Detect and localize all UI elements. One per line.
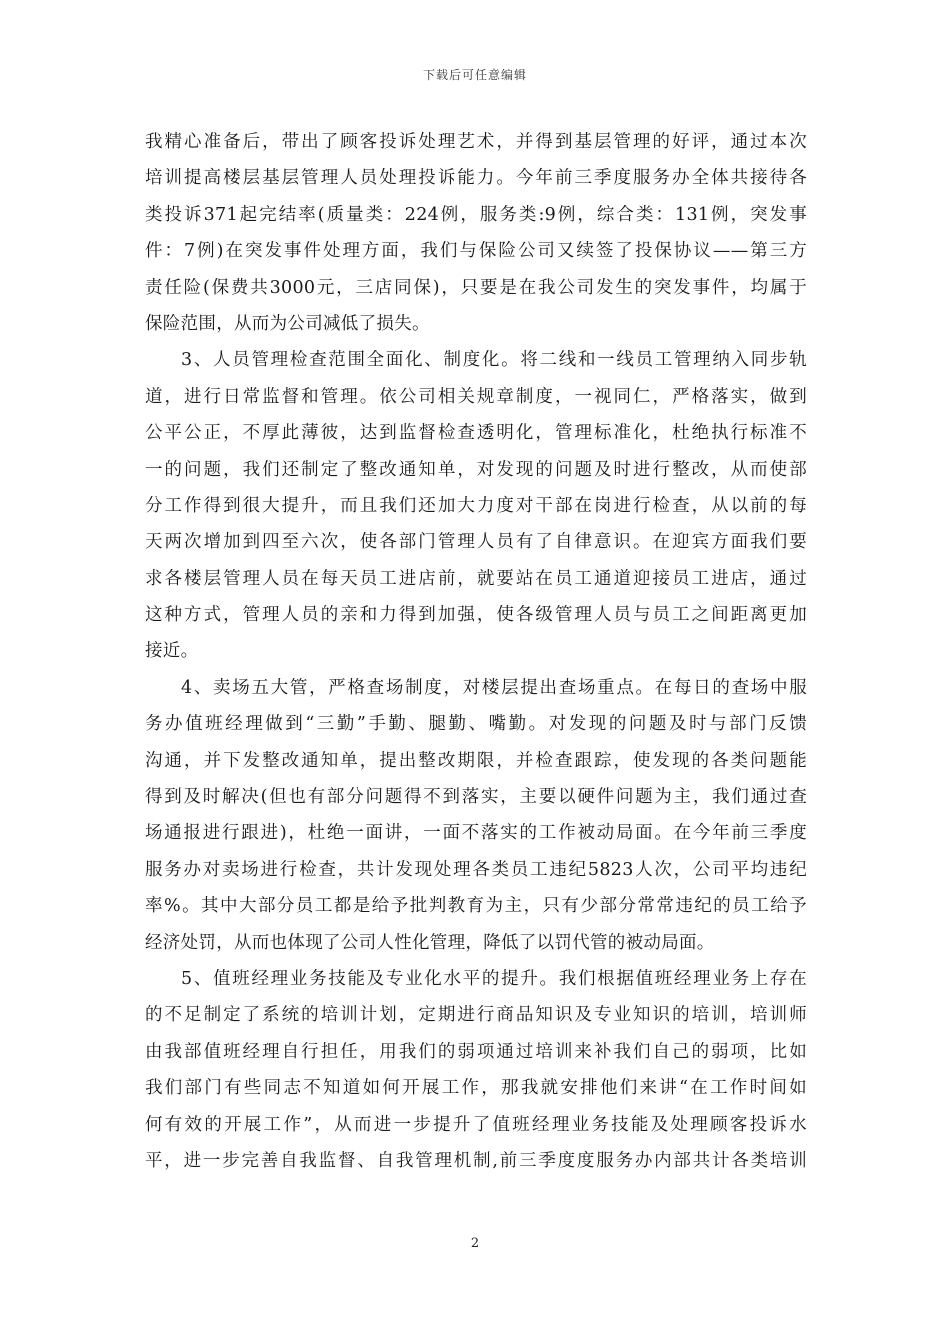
page-number: 2 (470, 1236, 480, 1251)
paragraph (145, 961, 807, 1179)
paragraph (145, 124, 807, 342)
text-line: 公平公正，不厚此薄彼，达到监督检查透明化，管理标准化，杜绝执行标准不 (145, 423, 807, 444)
text-line: 道，进行日常监督和管理。依公司相关规章制度，一视同仁，严格落实，做到 (145, 386, 807, 407)
text-line: 3、人员管理检查范围全面化、制度化。将二线和一线员工管理纳入同步轨 (181, 350, 807, 371)
text-line: 平，进一步完善自我监督、自我管理机制,前三季度度服务办内部共计各类培训 (145, 1150, 807, 1171)
paragraph (145, 342, 807, 670)
text-line: 得到及时解决(但也有部分问题得不到落实，主要以硬件问题为主，我们通过查 (145, 787, 807, 808)
text-line: 4、卖场五大管，严格查场制度，对楼层提出查场重点。在每日的查场中服 (181, 677, 807, 698)
text-line: 类投诉371起完结率(质量类：224例，服务类:9例，综合类：131例，突发事 (145, 204, 807, 225)
text-line: 我们部门有些同志不知道如何开展工作，那我就安排他们来讲“在工作时间如 (145, 1078, 807, 1099)
text-line: 一的问题，我们还制定了整改通知单，对发现的问题及时进行整改，从而使部 (145, 459, 807, 480)
text-line: 的不足制定了系统的培训计划，定期进行商品知识及专业知识的培训，培训师 (145, 1005, 807, 1026)
text-line: 经济处罚，从而也体现了公司人性化管理，降低了以罚代管的被动局面。 (145, 932, 715, 953)
text-line: 何有效的开展工作”，从而进一步提升了值班经理业务技能及处理顾客投诉水 (145, 1114, 807, 1135)
text-line: 我精心准备后，带出了顾客投诉处理艺术，并得到基层管理的好评，通过本次 (145, 132, 807, 152)
text-line: 服务办对卖场进行检查，共计发现处理各类员工违纪5823人次，公司平均违纪 (145, 859, 807, 880)
text-line: 5、值班经理业务技能及专业化水平的提升。我们根据值班经理业务上存在 (181, 968, 807, 989)
text-line: 场通报进行跟进)，杜绝一面讲，一面不落实的工作被动局面。在今年前三季度 (145, 823, 807, 844)
text-line: 责任险(保费共3000元，三店同保)，只要是在我公司发生的突发事件，均属于 (145, 277, 807, 298)
text-line: 保险范围，从而为公司减低了损失。 (145, 313, 430, 334)
text-line: 分工作得到很大提升，而且我们还加大力度对干部在岗进行检查，从以前的每 (145, 495, 807, 516)
text-line: 这种方式，管理人员的亲和力得到加强，使各级管理人员与员工之间距离更加 (145, 605, 807, 626)
text-line: 天两次增加到四至六次，使各部门管理人员有了自律意识。在迎宾方面我们要 (145, 532, 807, 553)
text-line: 率%。其中大部分员工都是给予批判教育为主，只有少部分常常违纪的员工给予 (145, 896, 807, 917)
text-line: 求各楼层管理人员在每天员工进店前，就要站在员工通道迎接员工进店，通过 (145, 568, 807, 589)
paragraph (145, 670, 807, 961)
text-line: 沟通，并下发整改通知单，提出整改期限，并检查跟踪，使发现的各类问题能 (145, 750, 807, 771)
document-body (145, 124, 807, 1179)
page-header: 下载后可任意编辑 (422, 68, 527, 82)
text-line: 由我部值班经理自行担任，用我们的弱项通过培训来补我们自己的弱项，比如 (145, 1041, 807, 1062)
text-line: 件：7例)在突发事件处理方面，我们与保险公司又续签了投保协议——第三方 (145, 241, 807, 262)
text-line: 接近。 (145, 641, 199, 662)
text-line: 培训提高楼层基层管理人员处理投诉能力。今年前三季度服务办全体共接待各 (145, 168, 807, 189)
text-line: 务办值班经理做到“三勤”手勤、腿勤、嘴勤。对发现的问题及时与部门反馈 (145, 714, 807, 735)
